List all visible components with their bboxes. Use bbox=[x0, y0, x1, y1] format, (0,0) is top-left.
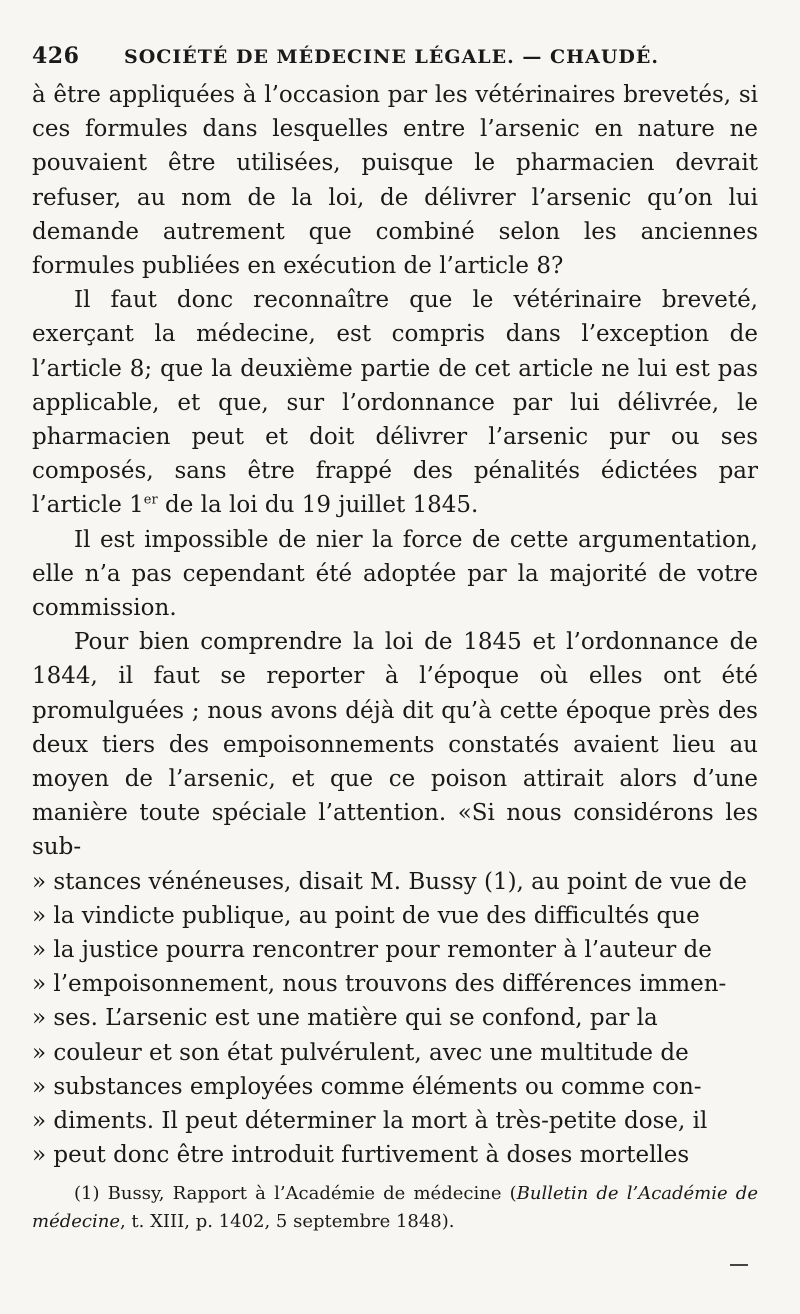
quote-line: » stances vénéneuses, disait M. Bussy (1), au point de vue de bbox=[32, 868, 748, 895]
footnote-reference: , t. XIII, p. 1402, 5 septembre 1848). bbox=[119, 1211, 455, 1232]
quote-line: » ses. L’arsenic est une matière qui se confond, par la bbox=[32, 1005, 658, 1032]
quote-line: » l’empoisonnement, nous trouvons des différences immen- bbox=[32, 971, 727, 998]
running-header bbox=[32, 40, 752, 72]
body-text bbox=[32, 78, 758, 1173]
paragraph-2-end: de la loi du 19 juillet 1845. bbox=[157, 492, 479, 519]
superscript-er: er bbox=[143, 492, 158, 508]
quote-line: » la vindicte publique, au point de vue des difficultés que bbox=[32, 902, 700, 929]
quote-line: » couleur et son état pulvérulent, avec une multitude de bbox=[32, 1039, 689, 1066]
quote-line: » peut donc être introduit furtivement à doses mortelles bbox=[32, 1142, 690, 1169]
running-title: SOCIÉTÉ DE MÉDECINE LÉGALE. — CHAUDÉ. bbox=[123, 46, 659, 68]
quote-line: » substances employées comme éléments ou comme con- bbox=[32, 1073, 702, 1100]
page-end-mark bbox=[730, 1264, 748, 1266]
footnote bbox=[32, 1180, 758, 1236]
paragraph-2-text: Il faut donc reconnaître que le vétérinaire breveté, exerçant la médecine, est compris dans l’exception de l’article 8; que la deuxième partie de cet article ne lui est pas applicable, et que, sur l’ordonnance par lui délivrée, le pharmacien peut et doit délivrer l’arsenic pur ou ses composés, sans être frappé des pénalités édictées par l’article 1 bbox=[32, 287, 758, 519]
paragraph-3: Il est impossible de nier la force de cette argumentation, elle n’a pas cependant été adoptée par la majorité de votre commission. bbox=[32, 526, 758, 622]
quote-line: » la justice pourra rencontrer pour remonter à l’auteur de bbox=[32, 937, 712, 964]
paragraph-2 bbox=[32, 283, 758, 522]
paragraph-4: Pour bien comprendre la loi de 1845 et l’ordonnance de 1844, il faut se reporter à l’époque où elles ont été promulguées ; nous avons déjà dit qu’à cette époque près des deux tiers des empoisonnements constatés avaient lieu au moyen de l’arsenic, et que ce poison attirait alors d’une manière toute spéciale l’attention. «Si nous considérons les sub- bbox=[32, 629, 758, 861]
footnote-text: (1) Bussy, Rapport à l’Académie de médecine ( bbox=[74, 1183, 517, 1204]
quotation-block bbox=[32, 865, 758, 1173]
paragraph-1: à être appliquées à l’occasion par les vétérinaires brevetés, si ces formules dans lesquelles entre l’arsenic en nature ne pouvaient être utilisées, puisque le pharmacien devrait refuser, au nom de la loi, de délivrer l’arsenic qu’on lui demande autrement que combiné selon les anciennes formules publiées en exécution de l’article 8? bbox=[32, 82, 758, 280]
page-number: 426 bbox=[32, 43, 80, 69]
footnote-italic-title: Bulletin de l’Académie de médecine bbox=[32, 1183, 758, 1232]
quote-line: » diments. Il peut déterminer la mort à très-petite dose, il bbox=[32, 1108, 708, 1135]
